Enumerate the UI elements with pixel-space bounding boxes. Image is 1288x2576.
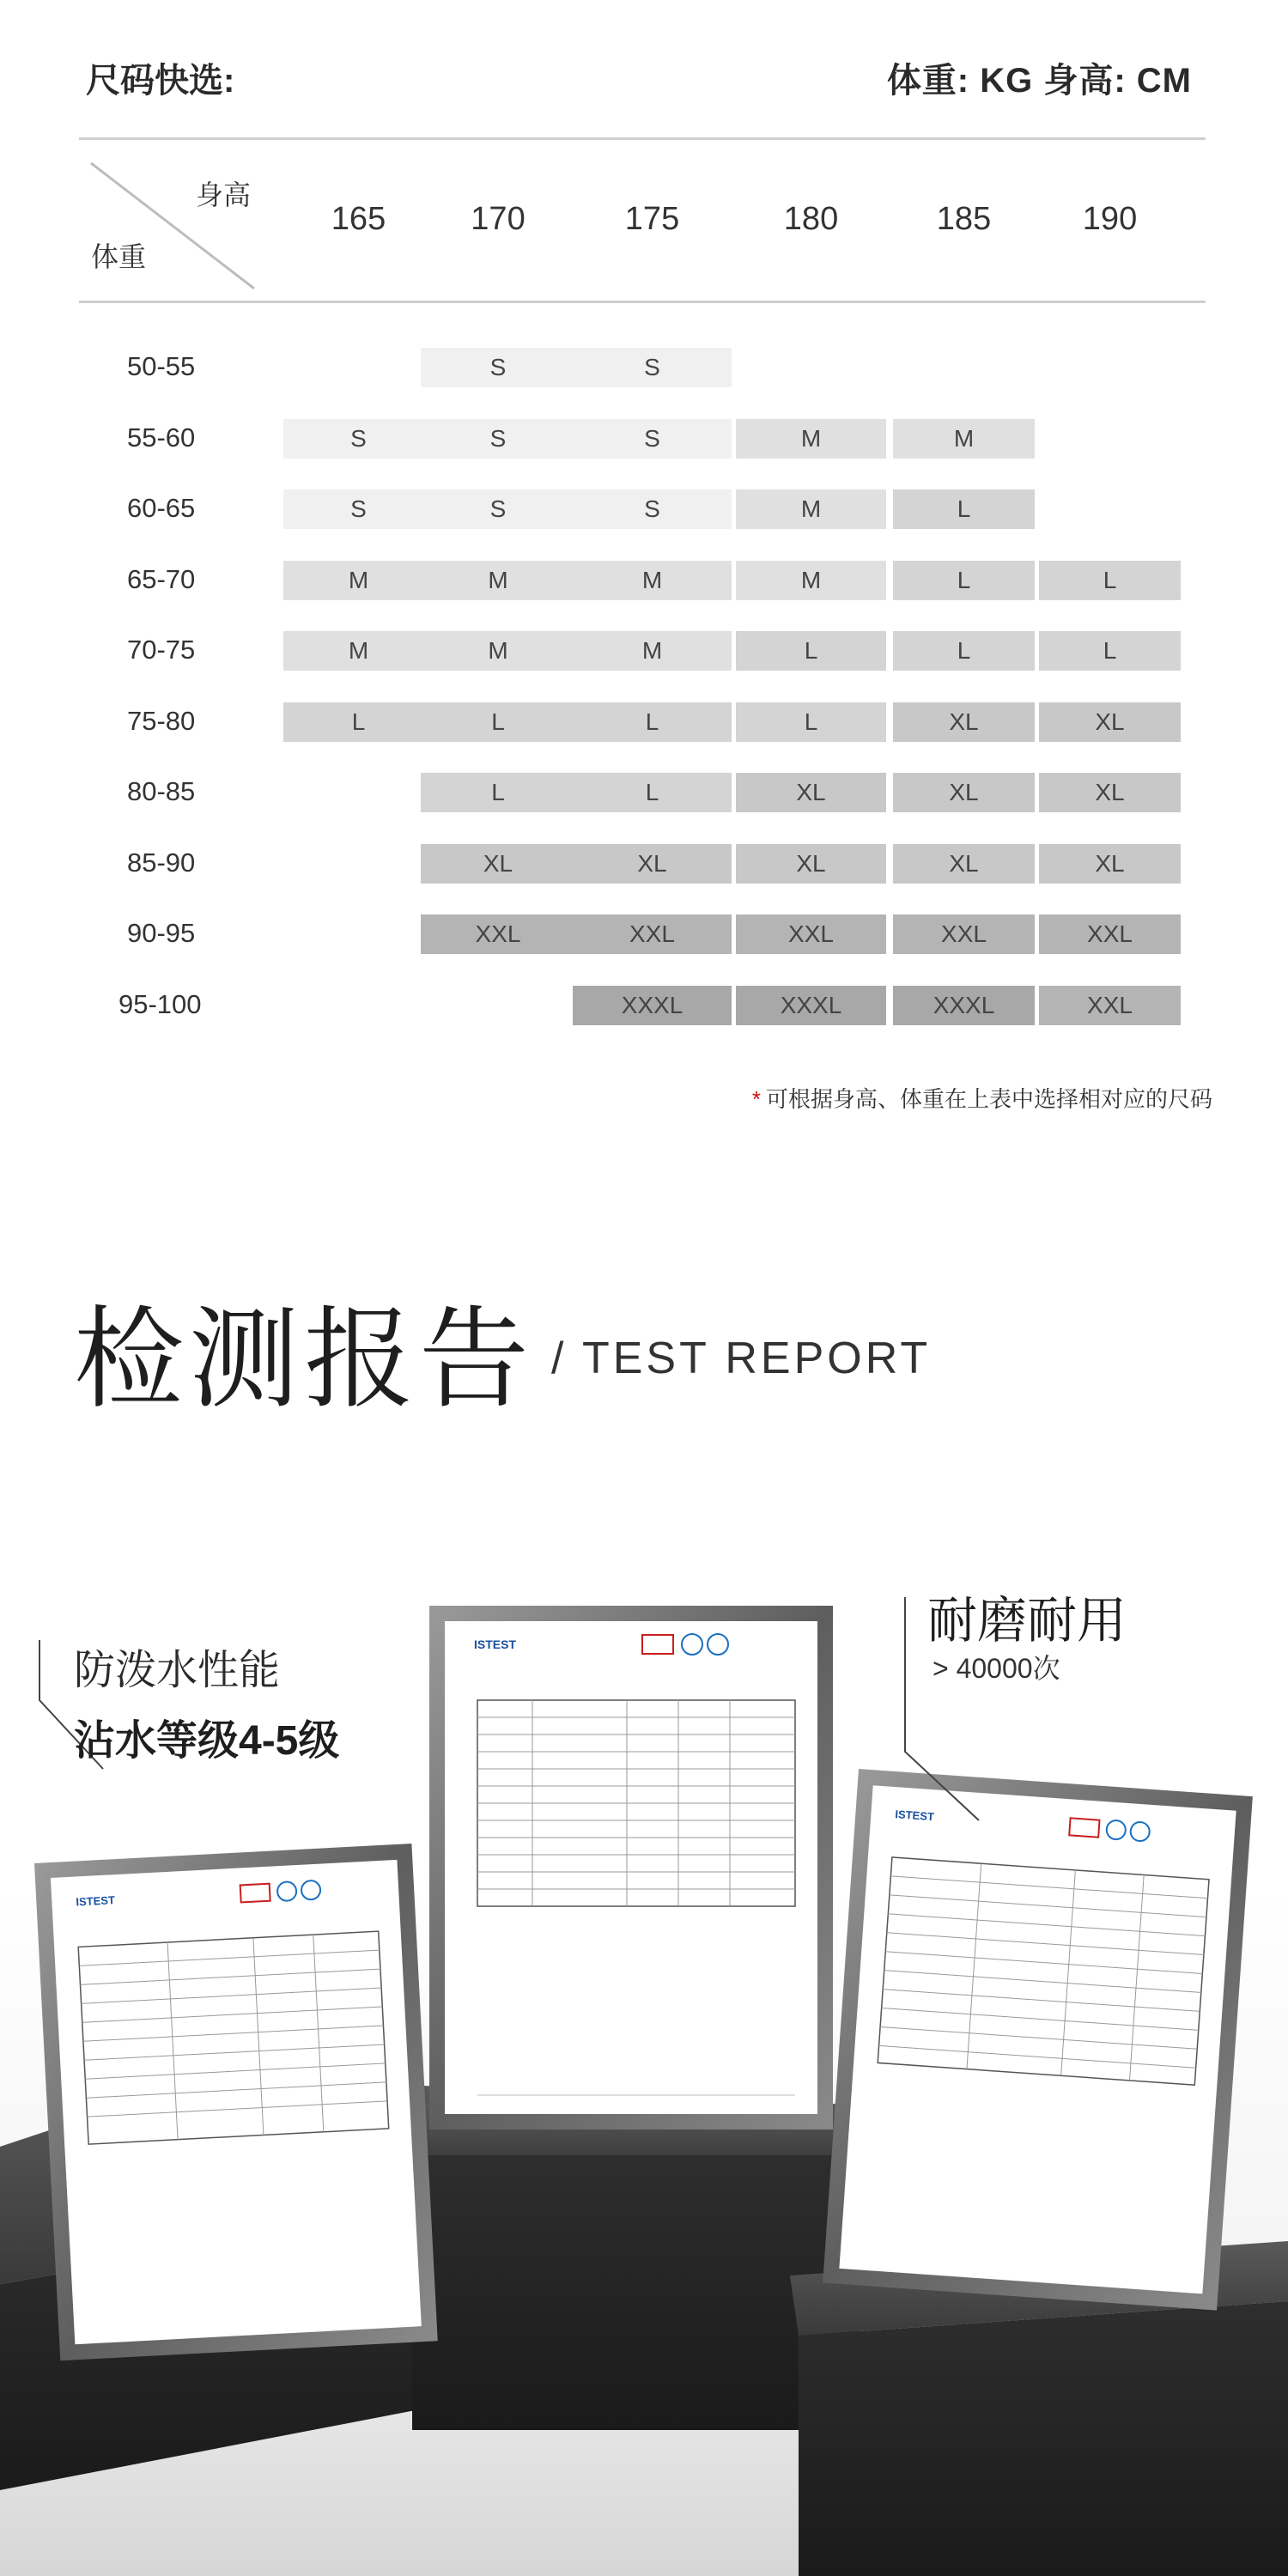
size-cell: L <box>736 631 886 671</box>
size-cell: XL <box>893 844 1035 884</box>
svg-text:ISTEST: ISTEST <box>474 1637 517 1651</box>
weight-row-label: 75-80 <box>127 705 196 736</box>
size-cell: M <box>736 419 886 459</box>
size-cell: XXL <box>893 914 1035 954</box>
size-cell: XXXL <box>893 986 1035 1025</box>
size-cell: L <box>283 702 434 742</box>
left-certificate-frame <box>34 1844 438 2360</box>
weight-row-label: 70-75 <box>127 635 196 665</box>
center-certificate-frame <box>429 1606 833 2129</box>
size-cell: S <box>573 419 732 459</box>
right-certificate-frame <box>823 1769 1253 2311</box>
size-cell: S <box>573 348 732 387</box>
size-cell: L <box>573 702 732 742</box>
size-cell: S <box>283 419 434 459</box>
water-repellent-label: 防泼水性能 <box>74 1648 281 1693</box>
size-cell: S <box>421 419 575 459</box>
size-cell: L <box>573 773 732 812</box>
size-chart-note <box>752 1082 1212 1114</box>
corner-diagonal <box>0 0 1288 343</box>
height-col-165: 165 <box>331 201 386 237</box>
size-cell: S <box>573 489 732 529</box>
weight-row-label: 50-55 <box>127 351 196 381</box>
weight-row-label: 90-95 <box>127 918 196 948</box>
size-cell: S <box>421 348 575 387</box>
size-cell: M <box>736 561 886 600</box>
size-cell: S <box>283 489 434 529</box>
weight-row-label: 85-90 <box>127 847 196 878</box>
size-cell: L <box>421 702 575 742</box>
size-cell: XL <box>736 844 886 884</box>
size-cell: XXXL <box>736 986 886 1025</box>
size-cell: L <box>1039 561 1181 600</box>
svg-text:ISTEST: ISTEST <box>894 1807 935 1824</box>
height-col-185: 185 <box>936 201 992 237</box>
size-cell: XXL <box>421 914 575 954</box>
height-col-170: 170 <box>471 201 526 237</box>
size-cell: L <box>1039 631 1181 671</box>
center-pedestal <box>404 2104 859 2430</box>
test-report-title: 检测报告 <box>74 1298 535 1421</box>
test-report-subtitle: / TEST REPORT <box>551 1334 932 1383</box>
size-cell: XL <box>893 773 1035 812</box>
size-cell: XXL <box>573 914 732 954</box>
size-cell: L <box>893 489 1035 529</box>
abrasion-cycles: > 40000次 <box>933 1653 1060 1684</box>
size-cell: M <box>573 561 732 600</box>
size-cell: XL <box>1039 773 1181 812</box>
weight-row-label: 65-70 <box>127 563 196 594</box>
size-cell: L <box>421 773 575 812</box>
size-cell: XXL <box>1039 914 1181 954</box>
size-cell: XL <box>1039 844 1181 884</box>
size-cell: XL <box>736 773 886 812</box>
size-cell: XXL <box>1039 986 1181 1025</box>
size-cell: L <box>736 702 886 742</box>
unit-label: 体重: KG 身高: CM <box>886 62 1192 100</box>
header-divider <box>79 301 1206 303</box>
note-star: * <box>751 1086 761 1112</box>
size-cell: S <box>421 489 575 529</box>
water-repellent-grade: 沾水等级4-5级 <box>74 1718 340 1764</box>
size-cell: M <box>573 631 732 671</box>
size-cell: XL <box>421 844 575 884</box>
test-report-section <box>0 1151 1288 2576</box>
size-cell: M <box>283 561 434 600</box>
weight-row-label: 55-60 <box>127 422 196 453</box>
size-chart-title: 尺码快选: <box>86 62 235 100</box>
svg-text:ISTEST: ISTEST <box>76 1893 116 1909</box>
size-cell: M <box>421 561 575 600</box>
size-cell: L <box>893 631 1035 671</box>
size-cell: M <box>736 489 886 529</box>
weight-row-label: 80-85 <box>127 776 196 806</box>
size-cell: XXXL <box>573 986 732 1025</box>
size-cell: XL <box>893 702 1035 742</box>
size-chart-section <box>0 0 1288 1151</box>
certificate-display-scene <box>0 1151 1288 2576</box>
size-cell: XL <box>573 844 732 884</box>
size-cell: M <box>283 631 434 671</box>
note-text: 可根据身高、体重在上表中选择相对应的尺码 <box>765 1086 1212 1112</box>
height-col-175: 175 <box>624 201 680 237</box>
size-cell: M <box>893 419 1035 459</box>
size-cell: XL <box>1039 702 1181 742</box>
height-col-180: 180 <box>783 201 839 237</box>
corner-height-label: 身高 <box>196 179 252 210</box>
height-col-190: 190 <box>1082 201 1138 237</box>
abrasion-resistance-label: 耐磨耐用 <box>927 1593 1127 1649</box>
corner-weight-label: 体重 <box>91 241 147 272</box>
weight-row-label: 95-100 <box>118 988 202 1019</box>
weight-row-label: 60-65 <box>127 493 196 523</box>
size-cell: M <box>421 631 575 671</box>
size-cell: L <box>893 561 1035 600</box>
size-cell: XXL <box>736 914 886 954</box>
